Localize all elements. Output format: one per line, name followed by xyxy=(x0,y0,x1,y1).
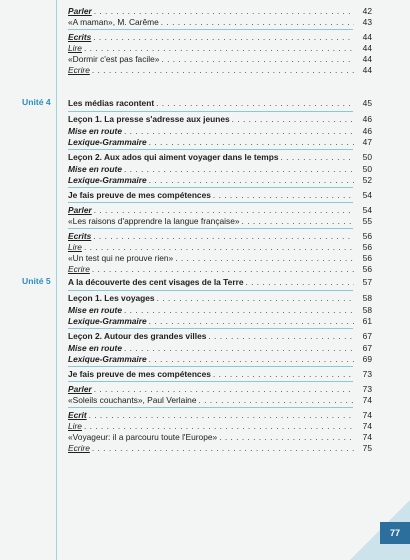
entry-page: 69 xyxy=(362,354,372,364)
toc-entry xyxy=(68,190,372,200)
entry-title: Ecrire xyxy=(68,443,90,453)
leader-dots xyxy=(92,443,354,453)
divider xyxy=(68,290,353,291)
toc-entry xyxy=(68,253,372,263)
divider xyxy=(68,187,353,188)
entry-page: 75 xyxy=(362,443,372,453)
toc-entry xyxy=(68,331,372,341)
toc-entry xyxy=(68,421,372,431)
entry-page: 74 xyxy=(362,432,372,442)
entry-page: 74 xyxy=(362,421,372,431)
entry-page: 47 xyxy=(362,137,372,147)
toc-entry xyxy=(68,231,372,241)
entry-title: Parler xyxy=(68,205,92,215)
leader-dots xyxy=(246,277,355,287)
entry-page: 56 xyxy=(362,242,372,252)
toc-entry xyxy=(68,384,372,394)
leader-dots xyxy=(149,137,354,147)
entry-page: 74 xyxy=(362,410,372,420)
divider xyxy=(68,29,353,30)
entry-title: Parler xyxy=(68,6,92,16)
entry-page: 46 xyxy=(362,126,372,136)
entry-title: Je fais preuve de mes compétences xyxy=(68,369,211,379)
leader-dots xyxy=(149,354,354,364)
entry-page: 74 xyxy=(362,395,372,405)
entry-page: 61 xyxy=(362,316,372,326)
toc-entry xyxy=(68,354,372,364)
entry-title: Ecrits xyxy=(68,32,92,42)
leader-dots xyxy=(242,216,354,226)
leader-dots xyxy=(149,316,354,326)
leader-dots xyxy=(124,126,354,136)
divider xyxy=(68,149,353,150)
entry-page: 58 xyxy=(362,293,372,303)
entry-page: 56 xyxy=(362,253,372,263)
toc-entry xyxy=(68,17,372,27)
leader-dots xyxy=(175,253,354,263)
unit-title: A la découverte des cent visages de la Terre xyxy=(68,277,244,287)
leader-dots xyxy=(232,114,354,124)
leader-dots xyxy=(84,421,354,431)
entry-page: 73 xyxy=(362,369,372,379)
entry-title: Lexique-Grammaire xyxy=(68,316,147,326)
toc-entry xyxy=(68,32,372,42)
toc-entry xyxy=(68,443,372,453)
entry-title: «Voyageur: il a parcouru toute l'Europe» xyxy=(68,432,218,442)
entry-page: 54 xyxy=(362,190,372,200)
entry-page: 43 xyxy=(362,17,372,27)
leader-dots xyxy=(161,54,354,64)
toc-entry xyxy=(68,205,372,215)
entry-title: Lexique-Grammaire xyxy=(68,137,147,147)
entry-title: Mise en route xyxy=(68,305,122,315)
leader-dots xyxy=(93,32,354,42)
entry-title: Mise en route xyxy=(68,343,122,353)
leader-dots xyxy=(89,410,354,420)
entry-title: Mise en route xyxy=(68,164,122,174)
toc-entry xyxy=(68,264,372,274)
entry-page: 56 xyxy=(362,231,372,241)
leader-dots xyxy=(92,65,354,75)
leader-dots xyxy=(156,98,354,108)
entry-title: Lexique-Grammaire xyxy=(68,354,147,364)
toc-entry xyxy=(68,343,372,353)
toc-entry xyxy=(68,114,372,124)
entry-title: Parler xyxy=(68,384,92,394)
entry-title: «Dormir c'est pas facile» xyxy=(68,54,160,64)
entry-page: 67 xyxy=(362,331,372,341)
toc-entry xyxy=(68,137,372,147)
divider xyxy=(68,228,353,229)
divider xyxy=(68,202,353,203)
unit-title-entry xyxy=(68,98,372,108)
entry-page: 46 xyxy=(362,114,372,124)
entry-page: 44 xyxy=(362,54,372,64)
toc-entry xyxy=(68,216,372,226)
toc-entry xyxy=(68,410,372,420)
unit-title-entry xyxy=(68,277,372,287)
entry-title: «A maman», M. Carême xyxy=(68,17,159,27)
entry-page: 44 xyxy=(362,65,372,75)
leader-dots xyxy=(199,395,355,405)
toc-entry xyxy=(68,54,372,64)
page-number: 77 xyxy=(380,522,410,544)
entry-page: 52 xyxy=(362,175,372,185)
toc-entry xyxy=(68,175,372,185)
entry-title: Lire xyxy=(68,421,82,431)
unit-title: Les médias racontent xyxy=(68,98,155,108)
leader-dots xyxy=(161,17,354,27)
entry-title: Leçon 2. Aux ados qui aiment voyager dans le temps xyxy=(68,152,279,162)
toc-entry xyxy=(68,65,372,75)
toc-entry xyxy=(68,152,372,162)
leader-dots xyxy=(219,432,354,442)
leader-dots xyxy=(124,343,354,353)
leader-dots xyxy=(149,175,354,185)
entry-page: 44 xyxy=(362,32,372,42)
toc-entry xyxy=(68,6,372,16)
entry-title: Leçon 1. Les voyages xyxy=(68,293,155,303)
leader-dots xyxy=(94,384,354,394)
entry-page: 50 xyxy=(362,164,372,174)
entry-page: 58 xyxy=(362,305,372,315)
entry-title: Lire xyxy=(68,43,82,53)
leader-dots xyxy=(94,6,354,16)
leader-dots xyxy=(213,369,354,379)
unit-label: Unité 5 xyxy=(22,276,51,286)
entry-title: Ecrire xyxy=(68,65,90,75)
entry-page: 56 xyxy=(362,264,372,274)
leader-dots xyxy=(281,152,354,162)
leader-dots xyxy=(93,231,354,241)
unit-label: Unité 4 xyxy=(22,97,51,107)
entry-title: Ecrits xyxy=(68,231,92,241)
margin-line xyxy=(56,0,57,560)
toc-entry xyxy=(68,369,372,379)
entry-title: Leçon 2. Autour des grandes villes xyxy=(68,331,207,341)
divider xyxy=(68,111,353,112)
entry-page: 55 xyxy=(362,216,372,226)
divider xyxy=(68,366,353,367)
leader-dots xyxy=(124,164,354,174)
divider xyxy=(68,407,353,408)
entry-title: Ecrit xyxy=(68,410,87,420)
entry-title: Lire xyxy=(68,242,82,252)
divider xyxy=(68,381,353,382)
toc-entry xyxy=(68,316,372,326)
leader-dots xyxy=(208,331,354,341)
leader-dots xyxy=(124,305,354,315)
toc-entry xyxy=(68,395,372,405)
toc-entry xyxy=(68,432,372,442)
leader-dots xyxy=(213,190,354,200)
entry-page: 45 xyxy=(362,98,372,108)
entry-title: Lexique-Grammaire xyxy=(68,175,147,185)
leader-dots xyxy=(94,205,354,215)
entry-page: 50 xyxy=(362,152,372,162)
entry-title: Leçon 1. La presse s'adresse aux jeunes xyxy=(68,114,230,124)
entry-page: 67 xyxy=(362,343,372,353)
entry-page: 54 xyxy=(362,205,372,215)
entry-page: 73 xyxy=(362,384,372,394)
entry-title: «Les raisons d'apprendre la langue française» xyxy=(68,216,240,226)
entry-page: 44 xyxy=(362,43,372,53)
entry-title: «Soleils couchants», Paul Verlaine xyxy=(68,395,197,405)
entry-page: 57 xyxy=(362,277,372,287)
toc-entry xyxy=(68,293,372,303)
leader-dots xyxy=(84,43,354,53)
leader-dots xyxy=(84,242,354,252)
divider xyxy=(68,328,353,329)
entry-page: 42 xyxy=(362,6,372,16)
entry-title: Ecrire xyxy=(68,264,90,274)
leader-dots xyxy=(92,264,354,274)
toc-entry xyxy=(68,43,372,53)
toc-entry xyxy=(68,305,372,315)
toc-entry xyxy=(68,242,372,252)
entry-title: Je fais preuve de mes compétences xyxy=(68,190,211,200)
toc-entry xyxy=(68,126,372,136)
leader-dots xyxy=(157,293,354,303)
entry-title: «Un test qui ne prouve rien» xyxy=(68,253,174,263)
entry-title: Mise en route xyxy=(68,126,122,136)
toc-entry xyxy=(68,164,372,174)
